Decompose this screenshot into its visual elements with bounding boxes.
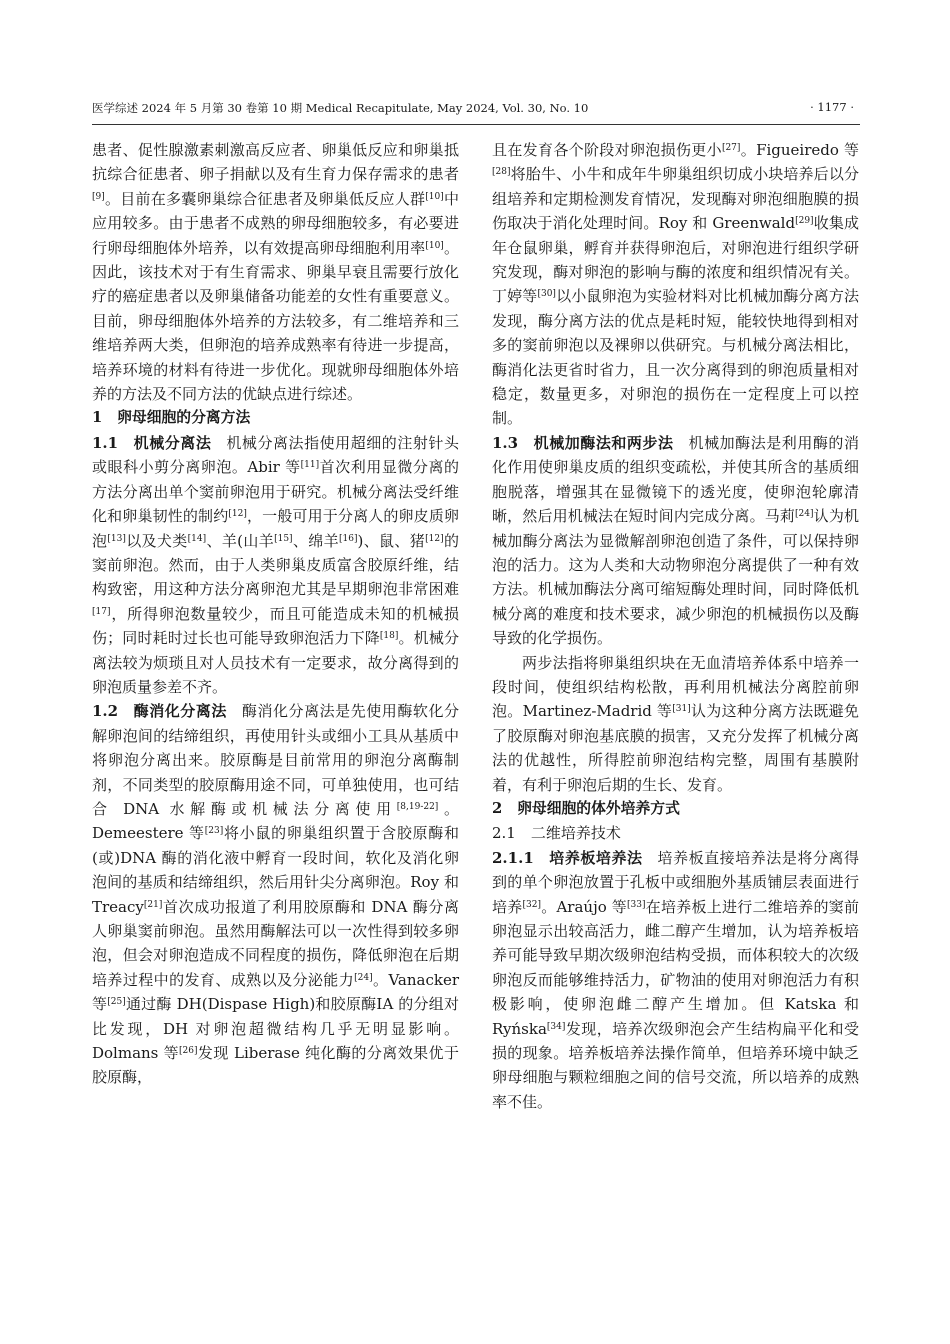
subsection-heading-1-1: 1.1 机械分离法 [92, 433, 212, 452]
citation: [27] [721, 143, 741, 153]
subsection-heading-2-1-1: 2.1.1 培养板培养法 [492, 848, 643, 867]
section-1-2-paragraph: 1.2 酶消化分离法 酶消化分离法是先使用酶软化分解卵泡间的结缔组织，再使用针头或细小工具从基质中将卵泡分离出来。胶原酶是目前常用的卵泡分离酶制剂，不同类型的胶原酶用途不同，可单独使用，也可结合 DNA 水解酶或机械法分离使用[8,19-22]。Demeestere 等[23]将小鼠的卵巢组织置于含胶原酶和(或)DNA 酶的消化液中孵育一段时间，软化及消化卵泡间的基质和结缔组织，然后用针尖分离卵泡。Roy 和 Treacy[21]首次成功报道了利用胶原酶和 DNA 酶分离人卵巢窦前卵泡。虽然用酶解法可以一次性得到较多卵泡，但会对卵泡造成不同程度的损伤，降低卵泡在后期培养过程中的发育、成熟以及分泌能力[24]。Vanacker 等[25]通过酶 DH(Dispase High)和胶原酶ⅠA 的分组对比发现，DH 对卵泡超微结构几乎无明显影响。Dolmans 等[26]发现 Liberase 纯化酶的分离效果优于胶原酶， [92, 702, 459, 1087]
left-column [92, 138, 459, 1090]
running-header [92, 100, 860, 122]
citation: [30] [537, 289, 556, 300]
section-heading-1: 1 卵母细胞的分离方法 [92, 409, 251, 427]
citation: [12] [228, 509, 247, 520]
citation: [24] [354, 972, 373, 983]
right-column [492, 138, 859, 1114]
subsection-heading-1-3: 1.3 机械加酶法和两步法 [492, 433, 674, 452]
citation: [33] [627, 899, 646, 910]
citation: [8,19-22] [396, 801, 439, 812]
citation: [17] [92, 606, 111, 617]
citation: [15] [274, 533, 293, 544]
citation: [23] [204, 826, 224, 837]
citation: [18] [379, 631, 399, 642]
citation: [26] [179, 1046, 198, 1057]
section-1-3-paragraph: 1.3 机械加酶法和两步法 机械加酶法是利用酶的消化作用使卵巢皮质的组织变疏松，并使其所含的基质细胞脱落，增强其在显微镜下的透光度，使卵泡轮廓清晰，然后用机械法在短时间内完成分离。马莉[24]认为机械加酶分离法为显微解剖卵泡创造了条件，可以保持卵泡的活力。这为人类和大动物卵泡分离提供了一种有效方法。机械加酶法分离可缩短酶处理时间，同时降低机械分离的难度和技术要求，减少卵泡的机械损伤以及酶导致的化学损伤。 [492, 433, 859, 648]
section-2-1-1-paragraph: 2.1.1 培养板培养法 培养板直接培养法是将分离得到的单个卵泡放置于孔板中或细胞外基质铺层表面进行培养[32]。Araújo 等[33]在培养板上进行二维培养的窦前卵泡显示出较高活力，雌二醇产生增加，认为培养板培养可能导致早期次级卵泡结构受损，而体积较大的次级卵泡反而能够维持活力，矿物油的使用对卵泡活力有积极影响，使卵泡雌二醇产生增加。但 Katska 和 Ryńska[34]发现，培养次级卵泡会产生结构扁平化和受损的现象。培养板培养法操作简单，但培养环境中缺乏卵母细胞与颗粒细胞之间的信号交流，所以培养的成熟率不佳。 [492, 848, 859, 1111]
citation: [25] [107, 997, 126, 1008]
citation: [29] [795, 216, 814, 227]
intro-paragraph: 患者、促性腺激素刺激高反应者、卵巢低反应和卵巢抵抗综合征患者、卵子捐献以及有生育力保存需求的患者[9]。目前在多囊卵巢综合征患者及卵巢低反应人群[10]中应用较多。由于患者不成熟的卵母细胞较多，有必要进行卵母细胞体外培养，以有效提高卵母细胞利用率[10]。因此，该技术对于有生育需求、卵巢早衰且需要行放化疗的癌症患者以及卵巢储备功能差的女性有重要意义。目前，卵母细胞体外培养的方法较多，有二维培养和三维培养两大类，但卵泡的培养成熟率有待进一步提高，培养环境的材料有待进一步优化。现就卵母细胞体外培养的方法及不同方法的优缺点进行综述。 [92, 141, 459, 404]
citation: [16] [339, 533, 358, 544]
citation: [9] [92, 191, 105, 202]
subsection-heading-1-2: 1.2 酶消化分离法 [92, 702, 227, 721]
two-step-paragraph: 两步法指将卵巢组织块在无血清培养体系中培养一段时间，使组织结构松散，再利用机械法分离腔前卵泡。Martinez-Madrid 等[31]认为这种分离方法既避免了胶原酶对卵泡基底膜的损害，又充分发挥了机械分离法的优越性，所得腔前卵泡结构完整，周围有基膜附着，有利于卵泡后期的生长、发育。 [492, 653, 859, 794]
citation: [10] [425, 191, 444, 202]
citation: [32] [522, 899, 541, 910]
citation: [34] [546, 1021, 566, 1032]
header-rule [92, 124, 860, 125]
subsection-heading-2-1: 2.1 二维培养技术 [492, 824, 621, 843]
citation: [31] [672, 704, 691, 715]
citation: [14] [187, 533, 207, 544]
citation: [12] [425, 533, 444, 544]
citation: [11] [300, 460, 320, 471]
citation: [21] [143, 899, 163, 910]
section-1-1-paragraph: 1.1 机械分离法 机械分离法指使用超细的注射针头或眼科小剪分离卵泡。Abir 等[11]首次利用显微分离的方法分离出单个窦前卵泡用于研究。机械分离法受纤维化和卵巢韧性的制约[12]，一般可用于分离人的卵皮质卵泡[13]以及犬类[14]、羊(山羊[15]、绵羊[16])、鼠、猪[12]的窦前卵泡。然而，由于人类卵巢皮质富含胶原纤维，结构致密，用这种方法分离卵泡尤其是早期卵泡非常困难[17]，所得卵泡数量较少，而且可能造成未知的机械损伤；同时耗时过长也可能导致卵泡活力下降[18]。机械分离法较为烦琐且对人员技术有一定要求，故分离得到的卵泡质量参差不齐。 [92, 433, 459, 696]
citation: [13] [107, 533, 126, 544]
journal-citation: 医学综述 2024 年 5 月第 30 卷第 10 期 Medical Recapitulate, May 2024, Vol. 30, No. 10 [92, 101, 589, 115]
page-number: · 1177 · [810, 100, 854, 114]
citation: [24] [795, 509, 814, 520]
citation: [10] [425, 240, 444, 251]
section-heading-2: 2 卵母细胞的体外培养方式 [492, 799, 680, 817]
citation: [28] [492, 167, 511, 178]
continued-paragraph: 且在发育各个阶段对卵泡损伤更小[27]。Figueiredo 等[28]将胎牛、小牛和成年牛卵巢组织切成小块培养后以分组培养和定期检测发育情况，发现酶对卵泡细胞膜的损伤取决于消化处理时间。Roy 和 Greenwald[29]收集成年仓鼠卵巢，孵育并获得卵泡后，对卵泡进行组织学研究发现，酶对卵泡的影响与酶的浓度和组织情况有关。丁婷等[30]以小鼠卵泡为实验材料对比机械加酶分离方法发现，酶分离方法的优点是耗时短，能较快地得到相对多的窦前卵泡以及裸卵以供研究。与机械分离法相比，酶消化法更省时省力，且一次分离得到的卵泡质量相对稳定，数量更多，对卵泡的损伤在一定程度上可以控制。 [492, 141, 859, 428]
